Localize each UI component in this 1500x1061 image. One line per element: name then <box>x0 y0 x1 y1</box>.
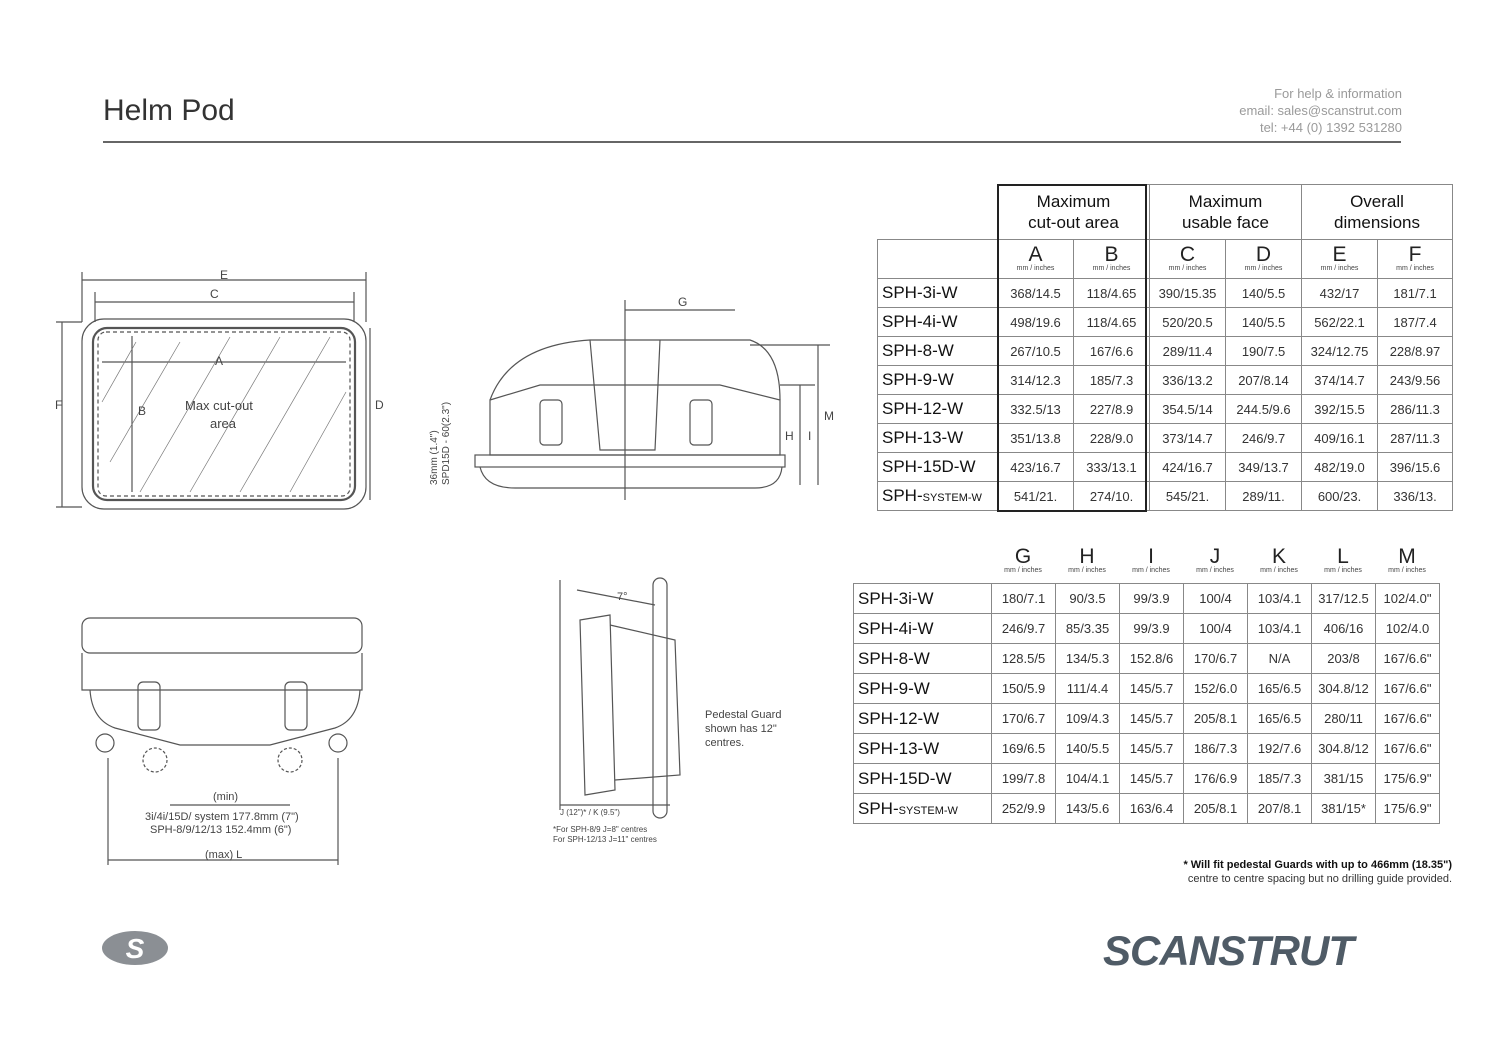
value-cell: 600/23. <box>1302 482 1378 511</box>
value-cell: 199/7.8 <box>992 764 1056 794</box>
group-overall-header: Overall dimensions <box>1302 185 1453 240</box>
col-header-j: J mm / inches <box>1196 545 1234 574</box>
page-title: Helm Pod <box>103 94 235 127</box>
model-name: SPH-12-W <box>878 395 998 424</box>
col-header-a: A mm / inches <box>998 240 1074 279</box>
value-cell: 406/16 <box>1312 614 1376 644</box>
model-name: SPH-8-W <box>854 644 992 674</box>
model-name: SPH-8-W <box>878 337 998 366</box>
value-cell: 118/4.65 <box>1074 308 1150 337</box>
dim-i-label: I <box>808 429 812 443</box>
col-header-d: D mm / inches <box>1226 240 1302 279</box>
help-info <box>1239 85 1402 136</box>
model-name: SPH-13-W <box>854 734 992 764</box>
footnote-line-1: * Will fit pedestal Guards with up to 466mm (18.35") <box>1183 859 1452 871</box>
dim-d-label: D <box>375 398 384 412</box>
model-name: SPH-15D-W <box>854 764 992 794</box>
value-cell: 100/4 <box>1184 614 1248 644</box>
cutout-label-2: area <box>210 416 237 431</box>
value-cell: 424/16.7 <box>1150 453 1226 482</box>
value-cell: 100/4 <box>1184 584 1248 614</box>
value-cell: 90/3.5 <box>1056 584 1120 614</box>
value-cell: 349/13.7 <box>1226 453 1302 482</box>
value-cell: 332.5/13 <box>998 395 1074 424</box>
table-row <box>854 584 1440 614</box>
value-cell: 163/6.4 <box>1120 794 1184 824</box>
value-cell: 520/20.5 <box>1150 308 1226 337</box>
dim-f-label: F <box>55 398 63 412</box>
value-cell: 140/5.5 <box>1226 308 1302 337</box>
model-name: SPH-SYSTEM-W <box>854 794 992 824</box>
value-cell: 167/6.6" <box>1376 674 1440 704</box>
model-name: SPH-3i-W <box>878 279 998 308</box>
col-header-k: K mm / inches <box>1260 545 1298 574</box>
table-row <box>854 644 1440 674</box>
value-cell: 541/21. <box>998 482 1074 511</box>
value-cell: 176/6.9 <box>1184 764 1248 794</box>
value-cell: 390/15.35 <box>1150 279 1226 308</box>
value-cell: 324/12.75 <box>1302 337 1378 366</box>
model-name: SPH-9-W <box>854 674 992 704</box>
table-row <box>854 764 1440 794</box>
table-row <box>878 453 1453 482</box>
value-cell: 373/14.7 <box>1150 424 1226 453</box>
value-cell: 102/4.0" <box>1376 584 1440 614</box>
value-cell: 205/8.1 <box>1184 794 1248 824</box>
value-cell: 280/11 <box>1312 704 1376 734</box>
col-header-g: G mm / inches <box>1004 545 1042 574</box>
dim-e-label: E <box>220 268 229 282</box>
value-cell: 104/4.1 <box>1056 764 1120 794</box>
value-cell: 203/8 <box>1312 644 1376 674</box>
model-name: SPH-4i-W <box>878 308 998 337</box>
value-cell: 205/8.1 <box>1184 704 1248 734</box>
group-usable-face-header: Maximum usable face <box>1150 185 1302 240</box>
table-row <box>878 424 1453 453</box>
value-cell: 99/3.9 <box>1120 584 1184 614</box>
value-cell: 244.5/9.6 <box>1226 395 1302 424</box>
value-cell: 333/13.1 <box>1074 453 1150 482</box>
value-cell: 409/16.1 <box>1302 424 1378 453</box>
value-cell: 167/6.6" <box>1376 734 1440 764</box>
model-name: SPH-12-W <box>854 704 992 734</box>
spacing-line-1: 3i/4i/15D/ system 177.8mm (7") <box>145 811 299 823</box>
value-cell: 118/4.65 <box>1074 279 1150 308</box>
min-label: (min) <box>213 791 239 803</box>
value-cell: 165/6.5 <box>1248 674 1312 704</box>
angle-label: 7° <box>617 591 628 603</box>
value-cell: 143/5.6 <box>1056 794 1120 824</box>
table-row <box>854 704 1440 734</box>
value-cell: 175/6.9" <box>1376 764 1440 794</box>
jk-label: J (12")* / K (9.5") <box>560 808 620 817</box>
value-cell: N/A <box>1248 644 1312 674</box>
value-cell: 170/6.7 <box>992 704 1056 734</box>
table-1-body <box>878 279 1453 511</box>
footnote-line-2: centre to centre spacing but no drilling guide provided. <box>1187 873 1452 885</box>
value-cell: 562/22.1 <box>1302 308 1378 337</box>
value-cell: 304.8/12 <box>1312 734 1376 764</box>
guard-note-2: For SPH-12/13 J=11" centres <box>553 835 657 844</box>
value-cell: 351/13.8 <box>998 424 1074 453</box>
value-cell: 304.8/12 <box>1312 674 1376 704</box>
col-header-l: L mm / inches <box>1324 545 1362 574</box>
value-cell: 186/7.3 <box>1184 734 1248 764</box>
value-cell: 103/4.1 <box>1248 614 1312 644</box>
value-cell: 207/8.14 <box>1226 366 1302 395</box>
value-cell: 145/5.7 <box>1120 674 1184 704</box>
guard-note-1: *For SPH-8/9 J=8" centres <box>553 825 648 834</box>
max-l-label: (max) L <box>205 849 243 861</box>
value-cell: 336/13. <box>1378 482 1453 511</box>
value-cell: 314/12.3 <box>998 366 1074 395</box>
group-cutout-header: Maximum cut-out area <box>998 185 1150 240</box>
spacing-line-2: SPH-8/9/12/13 152.4mm (6") <box>150 824 292 836</box>
model-name: SPH-9-W <box>878 366 998 395</box>
value-cell: 289/11.4 <box>1150 337 1226 366</box>
model-name: SPH-3i-W <box>854 584 992 614</box>
footnote <box>1183 858 1452 886</box>
value-cell: 185/7.3 <box>1248 764 1312 794</box>
table-row <box>854 734 1440 764</box>
value-cell: 167/6.6" <box>1376 704 1440 734</box>
value-cell: 381/15* <box>1312 794 1376 824</box>
height-note-1: 36mm (1.4") <box>429 430 440 485</box>
value-cell: 228/8.97 <box>1378 337 1453 366</box>
table-row <box>878 279 1453 308</box>
dim-b-label: B <box>138 404 147 418</box>
header-divider <box>103 141 1401 143</box>
value-cell: 169/6.5 <box>992 734 1056 764</box>
side-view-drawing <box>420 290 840 510</box>
dimensions-table-2 <box>853 583 1440 824</box>
svg-text:S: S <box>125 933 145 964</box>
col-header-c: C mm / inches <box>1150 240 1226 279</box>
pedestal-note-1: Pedestal Guard <box>705 709 782 721</box>
value-cell: 287/11.3 <box>1378 424 1453 453</box>
value-cell: 227/8.9 <box>1074 395 1150 424</box>
col-header-m: M mm / inches <box>1388 545 1426 574</box>
value-cell: 432/17 <box>1302 279 1378 308</box>
phone-line: tel: +44 (0) 1392 531280 <box>1259 120 1402 135</box>
value-cell: 150/5.9 <box>992 674 1056 704</box>
front-view-drawing <box>70 610 380 870</box>
value-cell: 167/6.6 <box>1074 337 1150 366</box>
table-row <box>878 482 1453 511</box>
col-header-i: I mm / inches <box>1132 545 1170 574</box>
value-cell: 109/4.3 <box>1056 704 1120 734</box>
value-cell: 286/11.3 <box>1378 395 1453 424</box>
value-cell: 140/5.5 <box>1226 279 1302 308</box>
value-cell: 336/13.2 <box>1150 366 1226 395</box>
value-cell: 111/4.4 <box>1056 674 1120 704</box>
col-header-h: H mm / inches <box>1068 545 1106 574</box>
value-cell: 252/9.9 <box>992 794 1056 824</box>
value-cell: 180/7.1 <box>992 584 1056 614</box>
value-cell: 228/9.0 <box>1074 424 1150 453</box>
dimensions-table-1 <box>877 184 1453 511</box>
table-row <box>854 614 1440 644</box>
model-name: SPH-15D-W <box>878 453 998 482</box>
table-2-body <box>854 584 1440 824</box>
value-cell: 207/8.1 <box>1248 794 1312 824</box>
value-cell: 103/4.1 <box>1248 584 1312 614</box>
value-cell: 381/15 <box>1312 764 1376 794</box>
dim-c-label: C <box>210 287 219 301</box>
value-cell: 134/5.3 <box>1056 644 1120 674</box>
value-cell: 368/14.5 <box>998 279 1074 308</box>
pedestal-note-3: centres. <box>705 737 745 749</box>
value-cell: 246/9.7 <box>1226 424 1302 453</box>
table-row <box>878 337 1453 366</box>
value-cell: 317/12.5 <box>1312 584 1376 614</box>
table-2-header <box>991 547 1439 577</box>
pedestal-note-2: shown has 12" <box>705 723 777 735</box>
value-cell: 128.5/5 <box>992 644 1056 674</box>
email-line[interactable]: email: sales@scanstrut.com <box>1239 103 1402 118</box>
value-cell: 170/6.7 <box>1184 644 1248 674</box>
value-cell: 140/5.5 <box>1056 734 1120 764</box>
value-cell: 374/14.7 <box>1302 366 1378 395</box>
value-cell: 482/19.0 <box>1302 453 1378 482</box>
value-cell: 152/6.0 <box>1184 674 1248 704</box>
help-line: For help & information <box>1274 86 1402 101</box>
value-cell: 175/6.9" <box>1376 794 1440 824</box>
value-cell: 185/7.3 <box>1074 366 1150 395</box>
model-name: SPH-13-W <box>878 424 998 453</box>
table-row <box>854 674 1440 704</box>
cutout-label-1: Max cut-out <box>185 398 253 413</box>
model-name: SPH-SYSTEM-W <box>878 482 998 511</box>
value-cell: 423/16.7 <box>998 453 1074 482</box>
model-name: SPH-4i-W <box>854 614 992 644</box>
table-row <box>854 794 1440 824</box>
value-cell: 289/11. <box>1226 482 1302 511</box>
value-cell: 243/9.56 <box>1378 366 1453 395</box>
value-cell: 165/6.5 <box>1248 704 1312 734</box>
value-cell: 102/4.0 <box>1376 614 1440 644</box>
value-cell: 145/5.7 <box>1120 704 1184 734</box>
scanstrut-s-logo <box>100 928 170 968</box>
value-cell: 181/7.1 <box>1378 279 1453 308</box>
value-cell: 167/6.6" <box>1376 644 1440 674</box>
value-cell: 498/19.6 <box>998 308 1074 337</box>
dim-g-label: G <box>678 295 688 309</box>
col-header-f: F mm / inches <box>1378 240 1453 279</box>
value-cell: 187/7.4 <box>1378 308 1453 337</box>
table-row <box>878 308 1453 337</box>
value-cell: 267/10.5 <box>998 337 1074 366</box>
value-cell: 152.8/6 <box>1120 644 1184 674</box>
col-header-e: E mm / inches <box>1302 240 1378 279</box>
table-row <box>878 395 1453 424</box>
col-header-b: B mm / inches <box>1074 240 1150 279</box>
value-cell: 145/5.7 <box>1120 764 1184 794</box>
value-cell: 392/15.5 <box>1302 395 1378 424</box>
scanstrut-wordmark: SCANSTRUT <box>1103 927 1353 974</box>
top-view-drawing <box>50 262 400 522</box>
value-cell: 145/5.7 <box>1120 734 1184 764</box>
height-note-2: SPD15D - 60(2.3") <box>441 401 452 485</box>
value-cell: 354.5/14 <box>1150 395 1226 424</box>
table-row <box>878 366 1453 395</box>
value-cell: 99/3.9 <box>1120 614 1184 644</box>
value-cell: 190/7.5 <box>1226 337 1302 366</box>
dim-a-label: A <box>215 354 224 368</box>
dim-m-label: M <box>824 409 834 423</box>
value-cell: 192/7.6 <box>1248 734 1312 764</box>
value-cell: 396/15.6 <box>1378 453 1453 482</box>
dim-h-label: H <box>785 429 794 443</box>
value-cell: 545/21. <box>1150 482 1226 511</box>
value-cell: 274/10. <box>1074 482 1150 511</box>
guard-view-drawing <box>545 570 795 850</box>
value-cell: 246/9.7 <box>992 614 1056 644</box>
value-cell: 85/3.35 <box>1056 614 1120 644</box>
